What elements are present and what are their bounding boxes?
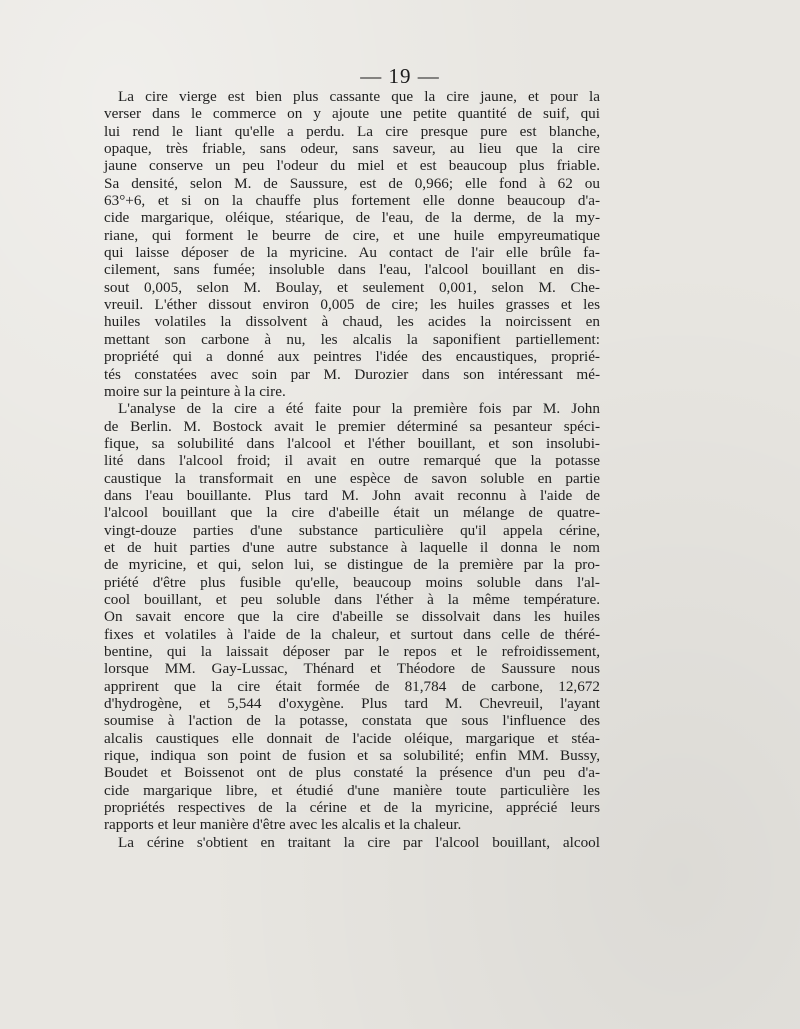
text-line: dans l'eau bouillante. Plus tard M. John avait reconnu à l'aide de <box>104 486 600 504</box>
text-line: l'alcool bouillant que la cire d'abeille était un mélange de quatre- <box>104 504 600 522</box>
text-line: propriété qui a donné aux peintres l'idée des encaustiques, proprié- <box>104 348 600 366</box>
text-line: La cire vierge est bien plus cassante que la cire jaune, et pour la <box>118 88 600 105</box>
text-line: caustique la transformait en une espèce de savon soluble en partie <box>104 469 600 487</box>
text-line: apprirent que la cire était formée de 81,784 de carbone, 12,672 <box>104 677 600 695</box>
text-line: lorsque MM. Gay-Lussac, Thénard et Théodore de Saussure nous <box>104 660 600 678</box>
page-number: — 19 — <box>360 64 440 88</box>
text-line: riane, qui forment le beurre de cire, et une huile empyreumatique <box>104 226 600 244</box>
text-line: mettant son carbone à nu, les alcalis la saponifient partiellement: <box>104 330 600 348</box>
text-line: opaque, très friable, sans odeur, sans saveur, au lieu que la cire <box>104 140 600 158</box>
text-line: huiles volatiles la dissolvent à chaud, les acides la noircissent en <box>104 313 600 331</box>
text-line: vreuil. L'éther dissout environ 0,005 de cire; les huiles grasses et les <box>104 296 600 314</box>
body-text <box>104 88 600 851</box>
text-line: fixes et volatiles à l'aide de la chaleur, et surtout dans celle de théré- <box>104 625 600 643</box>
text-line: cool bouillant, et peu soluble dans l'éther à la même température. <box>104 590 600 608</box>
text-line: de Berlin. M. Bostock avait le premier déterminé sa pesanteur spéci- <box>104 417 600 435</box>
text-line: vingt-douze parties d'une substance particulière qu'il appela cérine, <box>104 521 600 539</box>
text-line: cide margarique libre, et étudié d'une manière toute particulière les <box>104 781 600 799</box>
text-line: et de huit parties d'une autre substance à laquelle il donna le nom <box>104 538 600 556</box>
text-line: L'analyse de la cire a été faite pour la première fois par M. John <box>118 400 600 418</box>
text-line: On savait encore que la cire d'abeille se dissolvait dans les huiles <box>104 608 600 626</box>
text-line: Boudet et Boissenot ont de plus constaté la présence d'un peu d'a- <box>104 764 600 782</box>
text-line: qui laisse déposer de la myricine. Au contact de l'air elle brûle fa- <box>104 244 600 262</box>
text-line: 63°+6, et si on la chauffe plus fortement elle donne beaucoup d'a- <box>104 192 600 210</box>
text-line: priété d'être plus fusible qu'elle, beaucoup moins soluble dans l'al- <box>104 573 600 591</box>
text-line: Sa densité, selon M. de Saussure, est de 0,966; elle fond à 62 ou <box>104 174 600 192</box>
text-line: jaune conserve un peu l'odeur du miel et est beaucoup plus friable. <box>104 157 600 175</box>
text-line: sout 0,005, selon M. Boulay, et seulement 0,001, selon M. Che- <box>104 278 600 296</box>
text-line: de myricine, et qui, selon lui, se distingue de la première par la pro- <box>104 556 600 574</box>
text-line: verser dans le commerce on y ajoute une petite quantité de suif, qui <box>104 105 600 123</box>
text-line: rique, indiqua son point de fusion et sa solubilité; enfin MM. Bussy, <box>104 747 600 765</box>
text-line: fique, sa solubilité dans l'alcool et l'éther bouillant, et son insolubi- <box>104 434 600 452</box>
text-line: lité dans l'alcool froid; il avait en outre remarqué que la potasse <box>104 452 600 470</box>
text-line: bentine, qui la laissait déposer par le repos et le refroidissement, <box>104 643 600 660</box>
text-line: La cérine s'obtient en traitant la cire par l'alcool bouillant, alcool <box>118 833 600 851</box>
text-line: cide margarique, oléique, stéarique, de l'eau, de la derme, de la my- <box>104 209 600 227</box>
text-line: d'hydrogène, et 5,544 d'oxygène. Plus tard M. Chevreuil, l'ayant <box>104 695 600 713</box>
text-line: tés constatées avec soin par M. Durozier dans son intéressant mé- <box>104 365 600 383</box>
text-line: propriétés respectives de la cérine et de la myricine, apprécié leurs <box>104 799 600 817</box>
text-line: rapports et leur manière d'être avec les alcalis et la chaleur. <box>104 816 462 834</box>
text-line: moire sur la peinture à la cire. <box>104 382 286 400</box>
text-line: soumise à l'action de la potasse, constata que sous l'influence des <box>104 712 600 730</box>
text-line: lui rend le liant qu'elle a perdu. La cire presque pure est blanche, <box>104 122 600 140</box>
text-line: alcalis caustiques elle donnait de l'acide oléique, margarique et stéa- <box>104 729 600 747</box>
text-line: cilement, sans fumée; insoluble dans l'eau, l'alcool bouillant en dis- <box>104 261 600 279</box>
